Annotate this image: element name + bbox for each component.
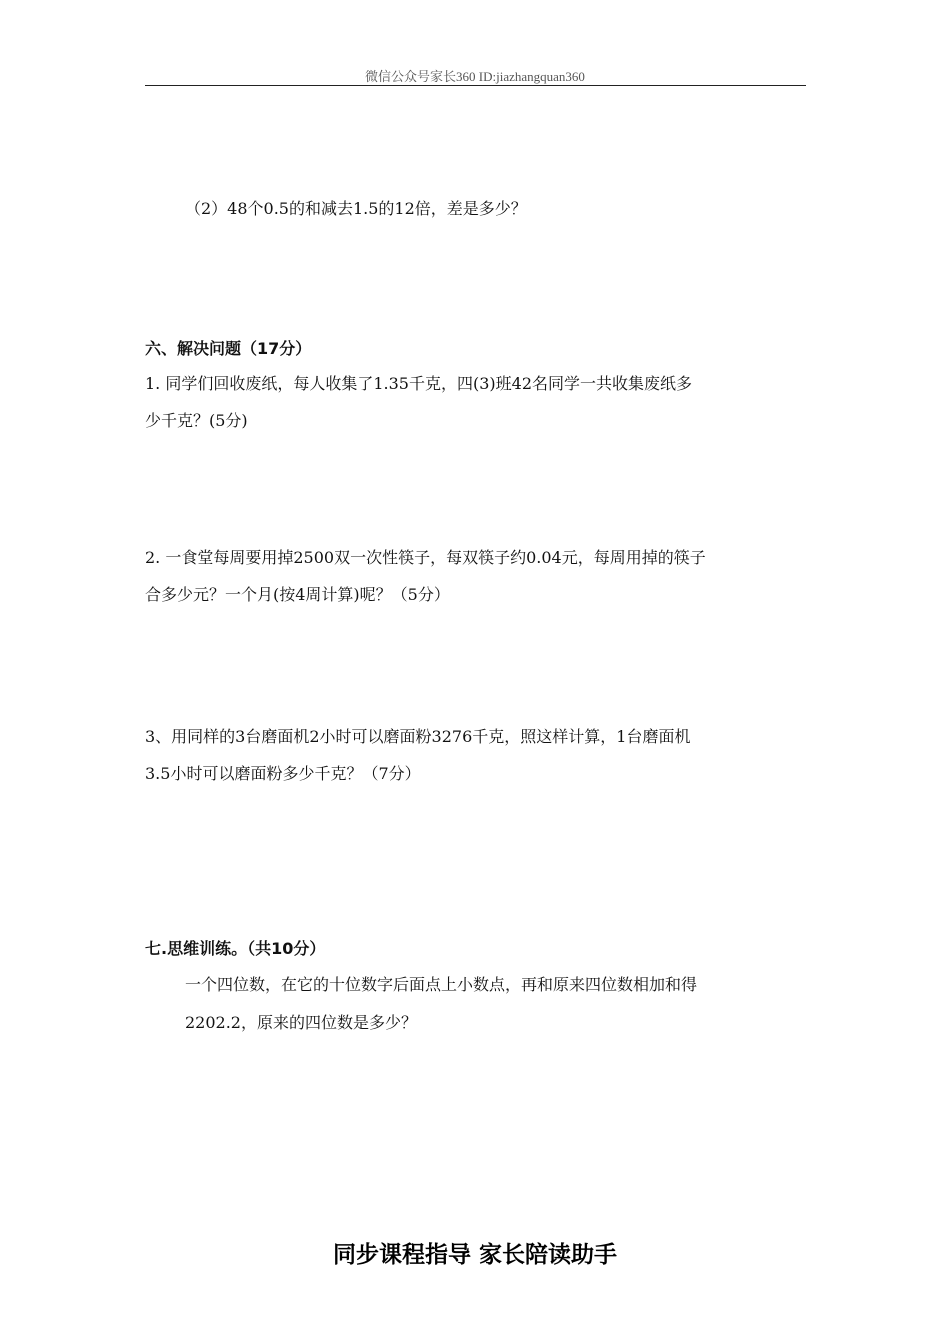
page-header: 微信公众号家长360 ID:jiazhangquan360 <box>365 69 585 84</box>
section-7-title: 七.思维训练。（共10分） <box>145 939 326 958</box>
problem-1-line-1: 1. 同学们回收废纸，每人收集了1.35千克，四(3)班42名同学一共收集废纸多 <box>145 374 693 393</box>
section-6-title: 六、解决问题（17分） <box>145 339 312 358</box>
section-7-line-2: 2202.2，原来的四位数是多少？ <box>185 1013 417 1032</box>
problem-3-line-2: 3.5小时可以磨面粉多少千克？（7分） <box>145 764 421 783</box>
problem-1-line-2: 少千克？(5分) <box>145 411 248 430</box>
problem-2-line-2: 合多少元？一个月(按4周计算)呢？（5分） <box>145 585 450 604</box>
page-footer: 同步课程指导 家长陪读助手 <box>332 1242 617 1268</box>
problem-3-line-1: 3、用同样的3台磨面机2小时可以磨面粉3276千克，照这样计算，1台磨面机 <box>145 727 691 746</box>
header-divider <box>145 85 806 86</box>
section-7-line-1: 一个四位数，在它的十位数字后面点上小数点，再和原来四位数相加和得 <box>185 975 698 994</box>
problem-2-line-1: 2. 一食堂每周要用掉2500双一次性筷子，每双筷子约0.04元，每周用掉的筷子 <box>145 548 706 567</box>
q5-item-2: （2）48个0.5的和减去1.5的12倍，差是多少？ <box>185 199 527 218</box>
